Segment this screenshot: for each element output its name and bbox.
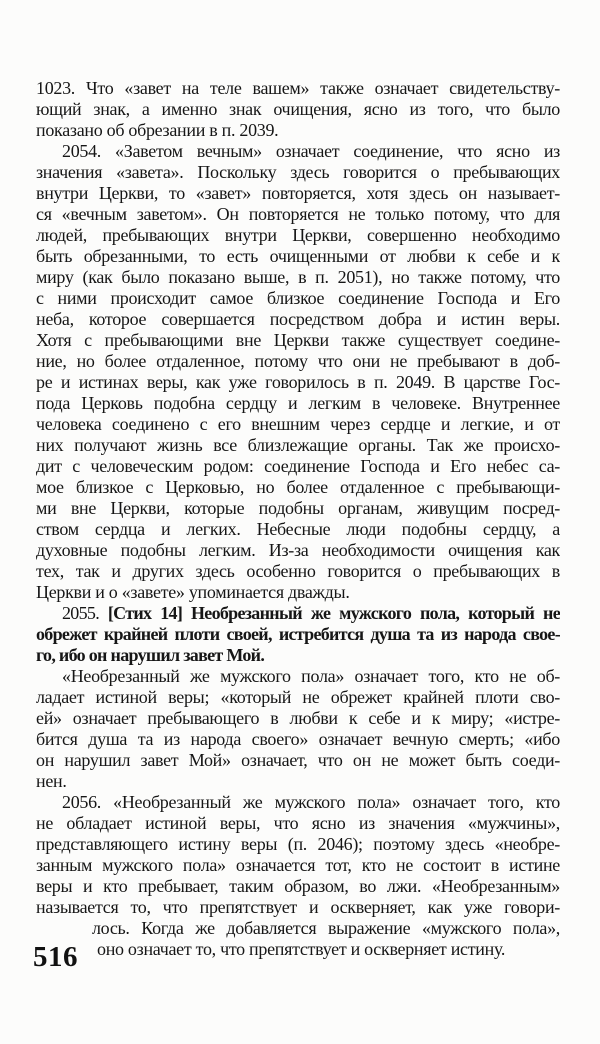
text-line: занным мужского пола» означается тот, кто не состоит в истине — [36, 855, 560, 875]
text-line: быть обрезанными, то есть очищенными от любви к себе и к — [36, 246, 560, 266]
text-line: человека соединено с его внешним через сердце и легкие, и от — [36, 414, 560, 434]
text-line: тех, так и других здесь особенно говорится о пребывающих в — [36, 561, 560, 581]
text-line: 1023. Что «завет на теле вашем» также означает свидетельству- — [36, 78, 560, 98]
text-line: миру (как было показано выше, в п. 2051), но также потому, что — [36, 267, 560, 287]
page-number: 516 — [33, 941, 78, 973]
text-line: ющий знак, а именно знак очищения, ясно из того, что было — [36, 99, 560, 119]
text-line: неба, которое совершается посредством добра и истин веры. — [36, 309, 560, 329]
text-line: го, ибо он нарушил завет Мой. — [36, 645, 265, 665]
text-block — [36, 78, 560, 960]
text-line: он нарушил завет Мой» означает, что он не может быть соеди- — [36, 750, 560, 770]
text-line: ми вне Церкви, которые подобны органам, живущим посред- — [36, 498, 560, 518]
text-line: ся «вечным заветом». Он повторяется не только потому, что для — [36, 204, 560, 224]
paragraph-number: 2055. — [62, 603, 108, 623]
text-line: 2056. «Необрезанный же мужского пола» означает того, кто — [62, 792, 560, 812]
text-line: Хотя с пребывающими вне Церкви также существует соедине- — [36, 330, 560, 350]
text-line: пода Церковь подобна сердцу и легким в человеке. Внутреннее — [36, 393, 560, 413]
text-line: ством сердца и легких. Небесные люди подобны сердцу, а — [36, 519, 560, 539]
text-line: лось. Когда же добавляется выражение «мужского пола», — [92, 918, 560, 938]
text-line: дит с человеческим родом: соединение Господа и Его небес са- — [36, 456, 560, 476]
text-line: них получают жизнь все близлежащие органы. Так же происхо- — [36, 435, 560, 455]
text-line: обрежет крайней плоти своей, истребится душа та из народа свое- — [36, 624, 560, 644]
text-line: с ними происходит самое близкое соединение Господа и Его — [36, 288, 560, 308]
text-line: ре и истинах веры, как уже говорилось в п. 2049. В царстве Гос- — [36, 372, 560, 392]
text-line: Церкви и о «завете» упоминается дважды. — [36, 582, 350, 602]
text-line — [36, 603, 560, 624]
text-line: значения «завета». Поскольку здесь говорится о пребывающих — [36, 162, 560, 182]
text-line: ладает истиной веры; «который не обрежет крайней плоти сво- — [36, 687, 560, 707]
text-line: не обладает истиной веры, что ясно из значения «мужчины», — [36, 813, 560, 833]
text-line: людей, пребывающих внутри Церкви, совершенно необходимо — [36, 225, 560, 245]
text-line: мое близкое с Церковью, но более отдаленное с пребывающи- — [36, 477, 560, 497]
text-line: нен. — [36, 771, 67, 791]
text-line: внутри Церкви, то «завет» повторяется, хотя здесь он называет- — [36, 183, 560, 203]
text-line: веры и кто пребывает, таким образом, во лжи. «Необрезанным» — [36, 876, 560, 896]
text-line: оно означает то, что препятствует и оскверняет истину. — [97, 939, 506, 959]
text-line: ние, но более отдаленное, потому что они не пребывают в доб- — [36, 351, 560, 371]
verse-text: [Стих 14] Необрезанный же мужского пола, который не — [107, 603, 560, 623]
text-line: показано об обрезании в п. 2039. — [36, 120, 279, 140]
text-line: бится душа та из народа своего» означает вечную смерть; «ибо — [36, 729, 560, 749]
text-line: духовные подобны легким. Из-за необходимости очищения как — [36, 540, 560, 560]
text-line: представляющего истину веры (п. 2046); поэтому здесь «необре- — [36, 834, 560, 854]
text-line: 2054. «Заветом вечным» означает соединение, что ясно из — [62, 141, 560, 161]
text-line: «Необрезанный же мужского пола» означает того, кто не об- — [62, 666, 560, 686]
text-line: называется то, что препятствует и оскверняет, как уже говори- — [36, 897, 560, 917]
text-line: ей» означает пребывающего в любви к себе и к миру; «истре- — [36, 708, 560, 728]
